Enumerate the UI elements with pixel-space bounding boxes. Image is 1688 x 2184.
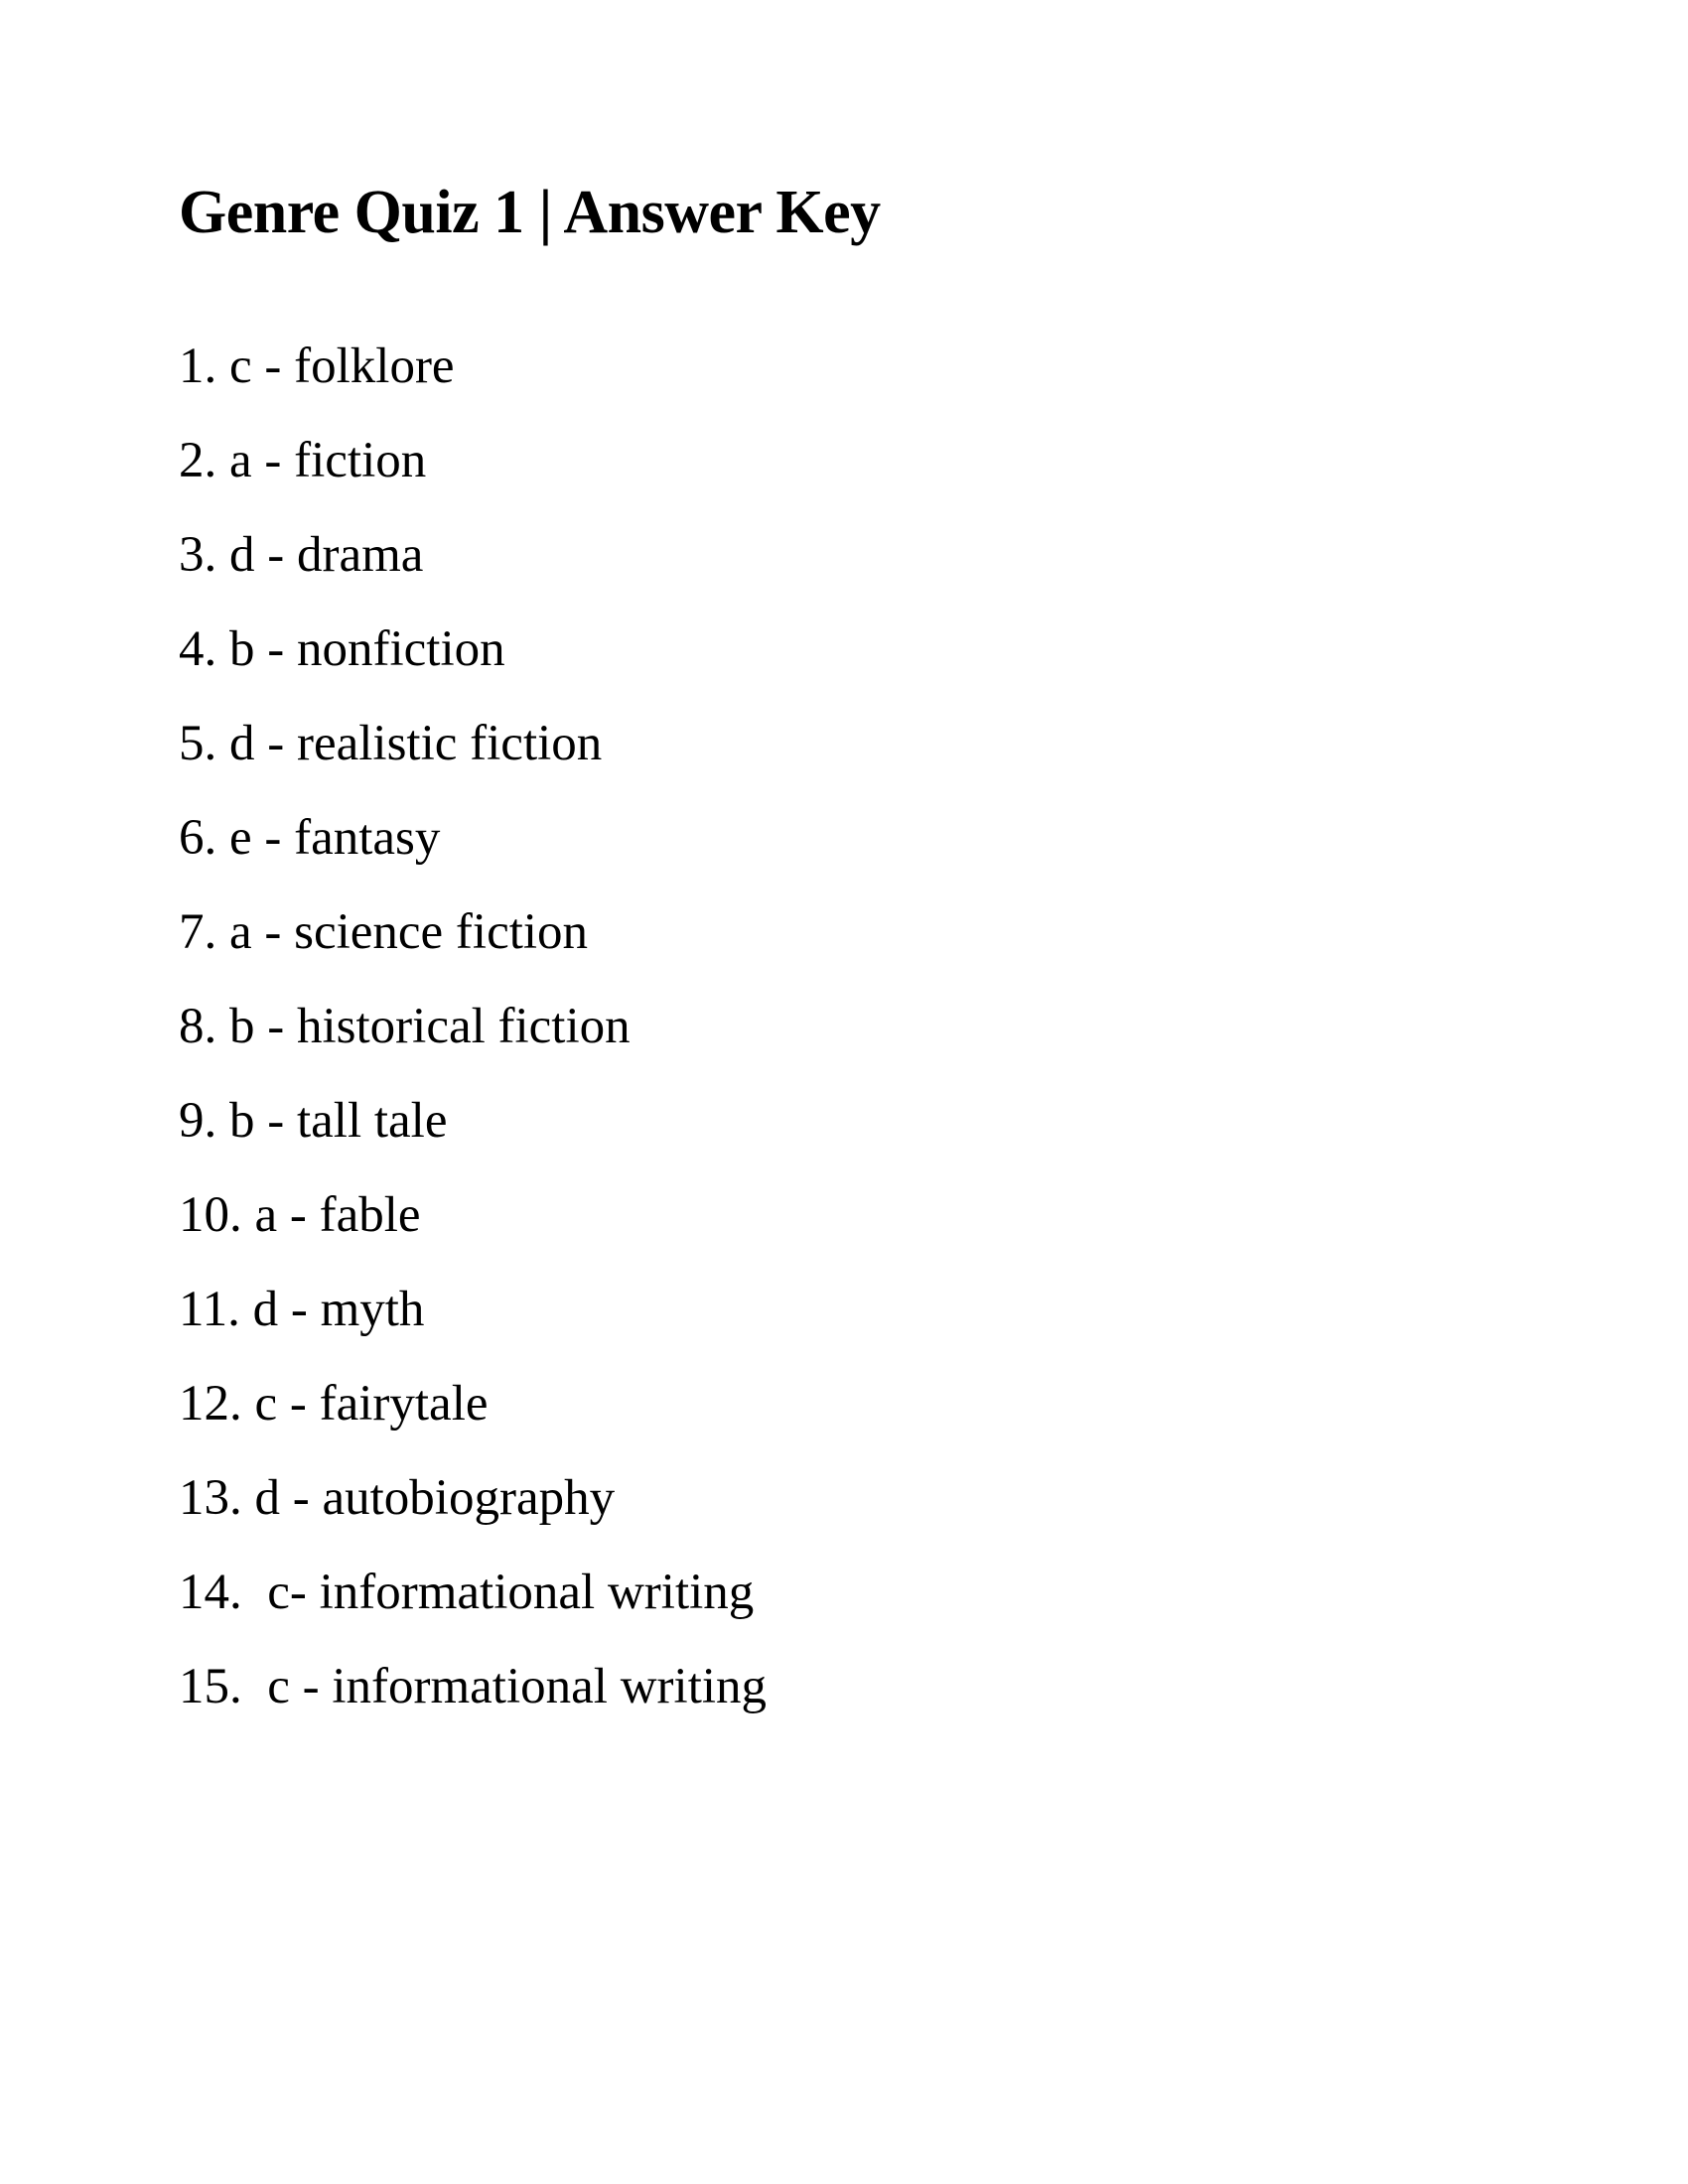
answer-item: 3. d - drama [179, 527, 424, 583]
page-title: Genre Quiz 1 | Answer Key [179, 179, 881, 246]
answer-item: 11. d - myth [179, 1282, 425, 1337]
answer-item: 8. b - historical fiction [179, 999, 631, 1054]
answer-item: 7. a - science fiction [179, 904, 589, 960]
answer-item: 15. c - informational writing [179, 1659, 768, 1714]
answer-item: 9. b - tall tale [179, 1093, 448, 1149]
answer-list [179, 320, 767, 1734]
answer-item: 4. b - nonfiction [179, 621, 505, 677]
answer-item: 13. d - autobiography [179, 1470, 616, 1526]
answer-item: 1. c - folklore [179, 339, 455, 394]
answer-item: 2. a - fiction [179, 433, 427, 488]
answer-item: 12. c - fairytale [179, 1376, 489, 1432]
answer-item: 5. d - realistic fiction [179, 716, 603, 771]
answer-item: 10. a - fable [179, 1187, 421, 1243]
answer-item: 6. e - fantasy [179, 810, 441, 866]
answer-item: 14. c- informational writing [179, 1565, 755, 1620]
